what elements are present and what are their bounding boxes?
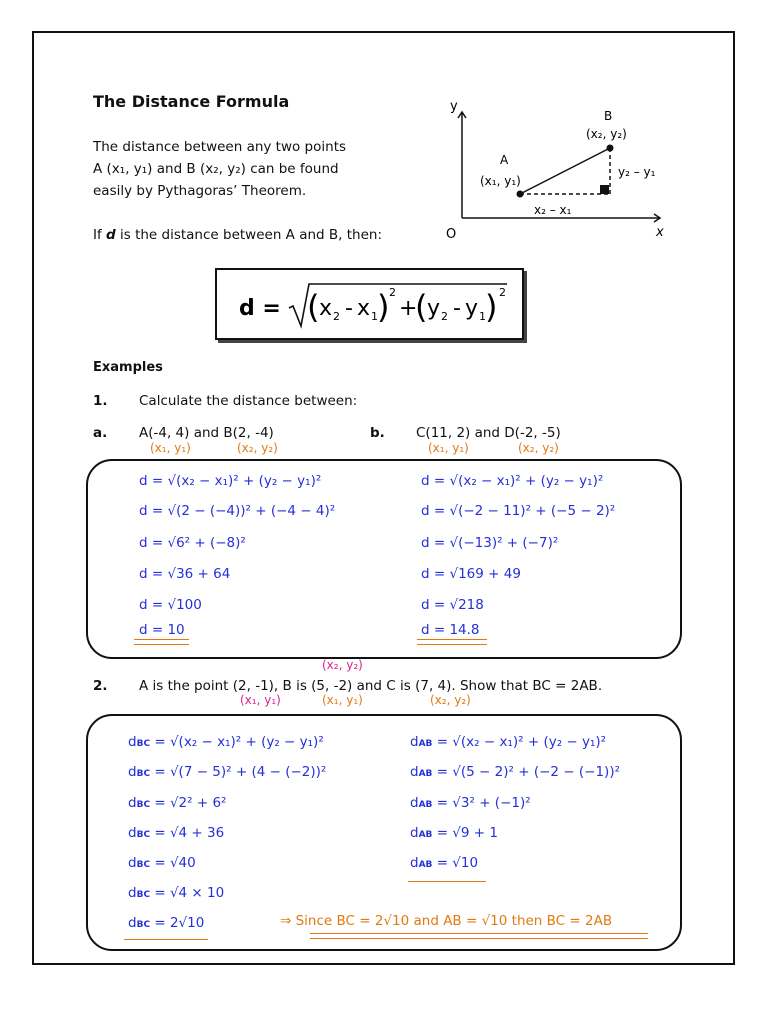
plus-sign: +	[399, 296, 418, 321]
sub-2b: 2	[441, 310, 448, 323]
part-a-label: a.	[93, 425, 108, 441]
part-a-tag-1: (x₁, y₁)	[150, 441, 191, 455]
hypotenuse-line	[520, 148, 610, 194]
bc-answer-underline	[124, 939, 208, 940]
horizontal-diff-label: x₂ – x₁	[534, 203, 572, 217]
bc-answer: dBC = 2√10	[128, 915, 205, 931]
vertical-diff-label: y₂ – y₁	[618, 165, 656, 179]
term-y1: y	[465, 296, 479, 321]
ab-step-3: dAB = √3² + (−1)²	[410, 795, 531, 811]
sub-1a: 1	[371, 310, 378, 323]
intro-line-2: A (x₁, y₁) and B (x₂, y₂) can be found	[93, 161, 339, 177]
x-axis-label: x	[656, 225, 664, 240]
point-b-dot	[607, 145, 614, 152]
paren-close-2: )	[485, 288, 498, 326]
conclusion-underline	[310, 933, 648, 939]
point-a-dot	[517, 191, 524, 198]
right-angle-marker	[600, 185, 609, 194]
term-y2: y	[427, 296, 441, 321]
a-step-3: d = √6² + (−8)²	[139, 535, 246, 551]
b-answer-underline	[417, 639, 487, 645]
sub-1b: 1	[479, 310, 486, 323]
bc-step-5: dBC = √40	[128, 855, 196, 871]
examples-heading: Examples	[93, 360, 163, 375]
ab-answer: dAB = √10	[410, 855, 479, 871]
formula-lhs: d =	[239, 296, 281, 321]
intro-line-3: easily by Pythagoras’ Theorem.	[93, 183, 307, 199]
part-a-tag-2: (x₂, y₂)	[237, 441, 278, 455]
point-b-label: B	[604, 109, 613, 123]
part-b-label: b.	[370, 425, 385, 441]
point-a-label: A	[500, 153, 509, 167]
part-b-tag-2: (x₂, y₂)	[518, 441, 559, 455]
b-step-2: d = √(−2 − 11)² + (−5 − 2)²	[421, 503, 616, 519]
part-a-text: A(-4, 4) and B(2, -4)	[139, 425, 274, 441]
minus-1: -	[345, 296, 353, 321]
bc-step-2: dBC = √(7 − 5)² + (4 − (−2))²	[128, 764, 327, 780]
b-step-4: d = √169 + 49	[421, 566, 521, 582]
q2-tag-c-x2: (x₂, y₂)	[430, 693, 471, 707]
a-answer-underline	[134, 639, 189, 645]
question-1-text: Calculate the distance between:	[139, 393, 358, 409]
a-step-2: d = √(2 − (−4))² + (−4 − 4)²	[139, 503, 336, 519]
bc-step-4: dBC = √4 + 36	[128, 825, 225, 841]
intro-line-1: The distance between any two points	[93, 139, 347, 155]
bc-step-1: dBC = √(x₂ − x₁)² + (y₂ − y₁)²	[128, 734, 324, 750]
b-step-1: d = √(x₂ − x₁)² + (y₂ − y₁)²	[421, 473, 604, 489]
q2-tag-b-x2: (x₂, y₂)	[322, 658, 363, 672]
sub-2a: 2	[333, 310, 340, 323]
b-step-3: d = √(−13)² + (−7)²	[421, 535, 559, 551]
q2-tag-a-x1: (x₁, y₁)	[240, 693, 281, 707]
question-2-text: A is the point (2, -1), B is (5, -2) and C is (7, 4). Show that BC = 2AB.	[139, 678, 603, 694]
if-statement: If d is the distance between A and B, then:	[93, 227, 382, 243]
part-b-text: C(11, 2) and D(-2, -5)	[416, 425, 561, 441]
paren-open-2: (	[415, 288, 428, 326]
ab-step-1: dAB = √(x₂ − x₁)² + (y₂ − y₁)²	[410, 734, 607, 750]
distance-formula-box	[215, 268, 524, 340]
b-answer: d = 14.8	[421, 622, 480, 638]
term-x1: x	[357, 296, 371, 321]
square-2: 2	[499, 286, 506, 299]
ab-step-4: dAB = √9 + 1	[410, 825, 498, 841]
b-step-5: d = √218	[421, 597, 484, 613]
point-b-coords: (x₂, y₂)	[586, 127, 627, 141]
a-step-5: d = √100	[139, 597, 202, 613]
y-axis-label: y	[450, 99, 458, 114]
ab-step-2: dAB = √(5 − 2)² + (−2 − (−1))²	[410, 764, 620, 780]
ab-answer-underline	[408, 881, 486, 882]
a-step-1: d = √(x₂ − x₁)² + (y₂ − y₁)²	[139, 473, 322, 489]
question-1-number: 1.	[93, 393, 108, 409]
question-2-number: 2.	[93, 678, 108, 694]
point-a-coords: (x₁, y₁)	[480, 174, 521, 188]
bc-step-3: dBC = √2² + 6²	[128, 795, 227, 811]
minus-2: -	[453, 296, 461, 321]
part-b-tag-1: (x₁, y₁)	[428, 441, 469, 455]
bc-step-6: dBC = √4 × 10	[128, 885, 225, 901]
conclusion-text: ⇒ Since BC = 2√10 and AB = √10 then BC = 2AB	[280, 913, 613, 929]
square-1: 2	[389, 286, 396, 299]
a-step-4: d = √36 + 64	[139, 566, 231, 582]
page-title: The Distance Formula	[93, 92, 290, 111]
a-answer: d = 10	[139, 622, 185, 638]
distance-formula	[217, 270, 522, 338]
q2-tag-b-x1: (x₁, y₁)	[322, 693, 363, 707]
pythagoras-diagram	[430, 90, 680, 250]
origin-label: O	[446, 227, 457, 242]
paren-open-1: (	[307, 288, 320, 326]
paren-close-1: )	[377, 288, 390, 326]
term-x2: x	[319, 296, 333, 321]
